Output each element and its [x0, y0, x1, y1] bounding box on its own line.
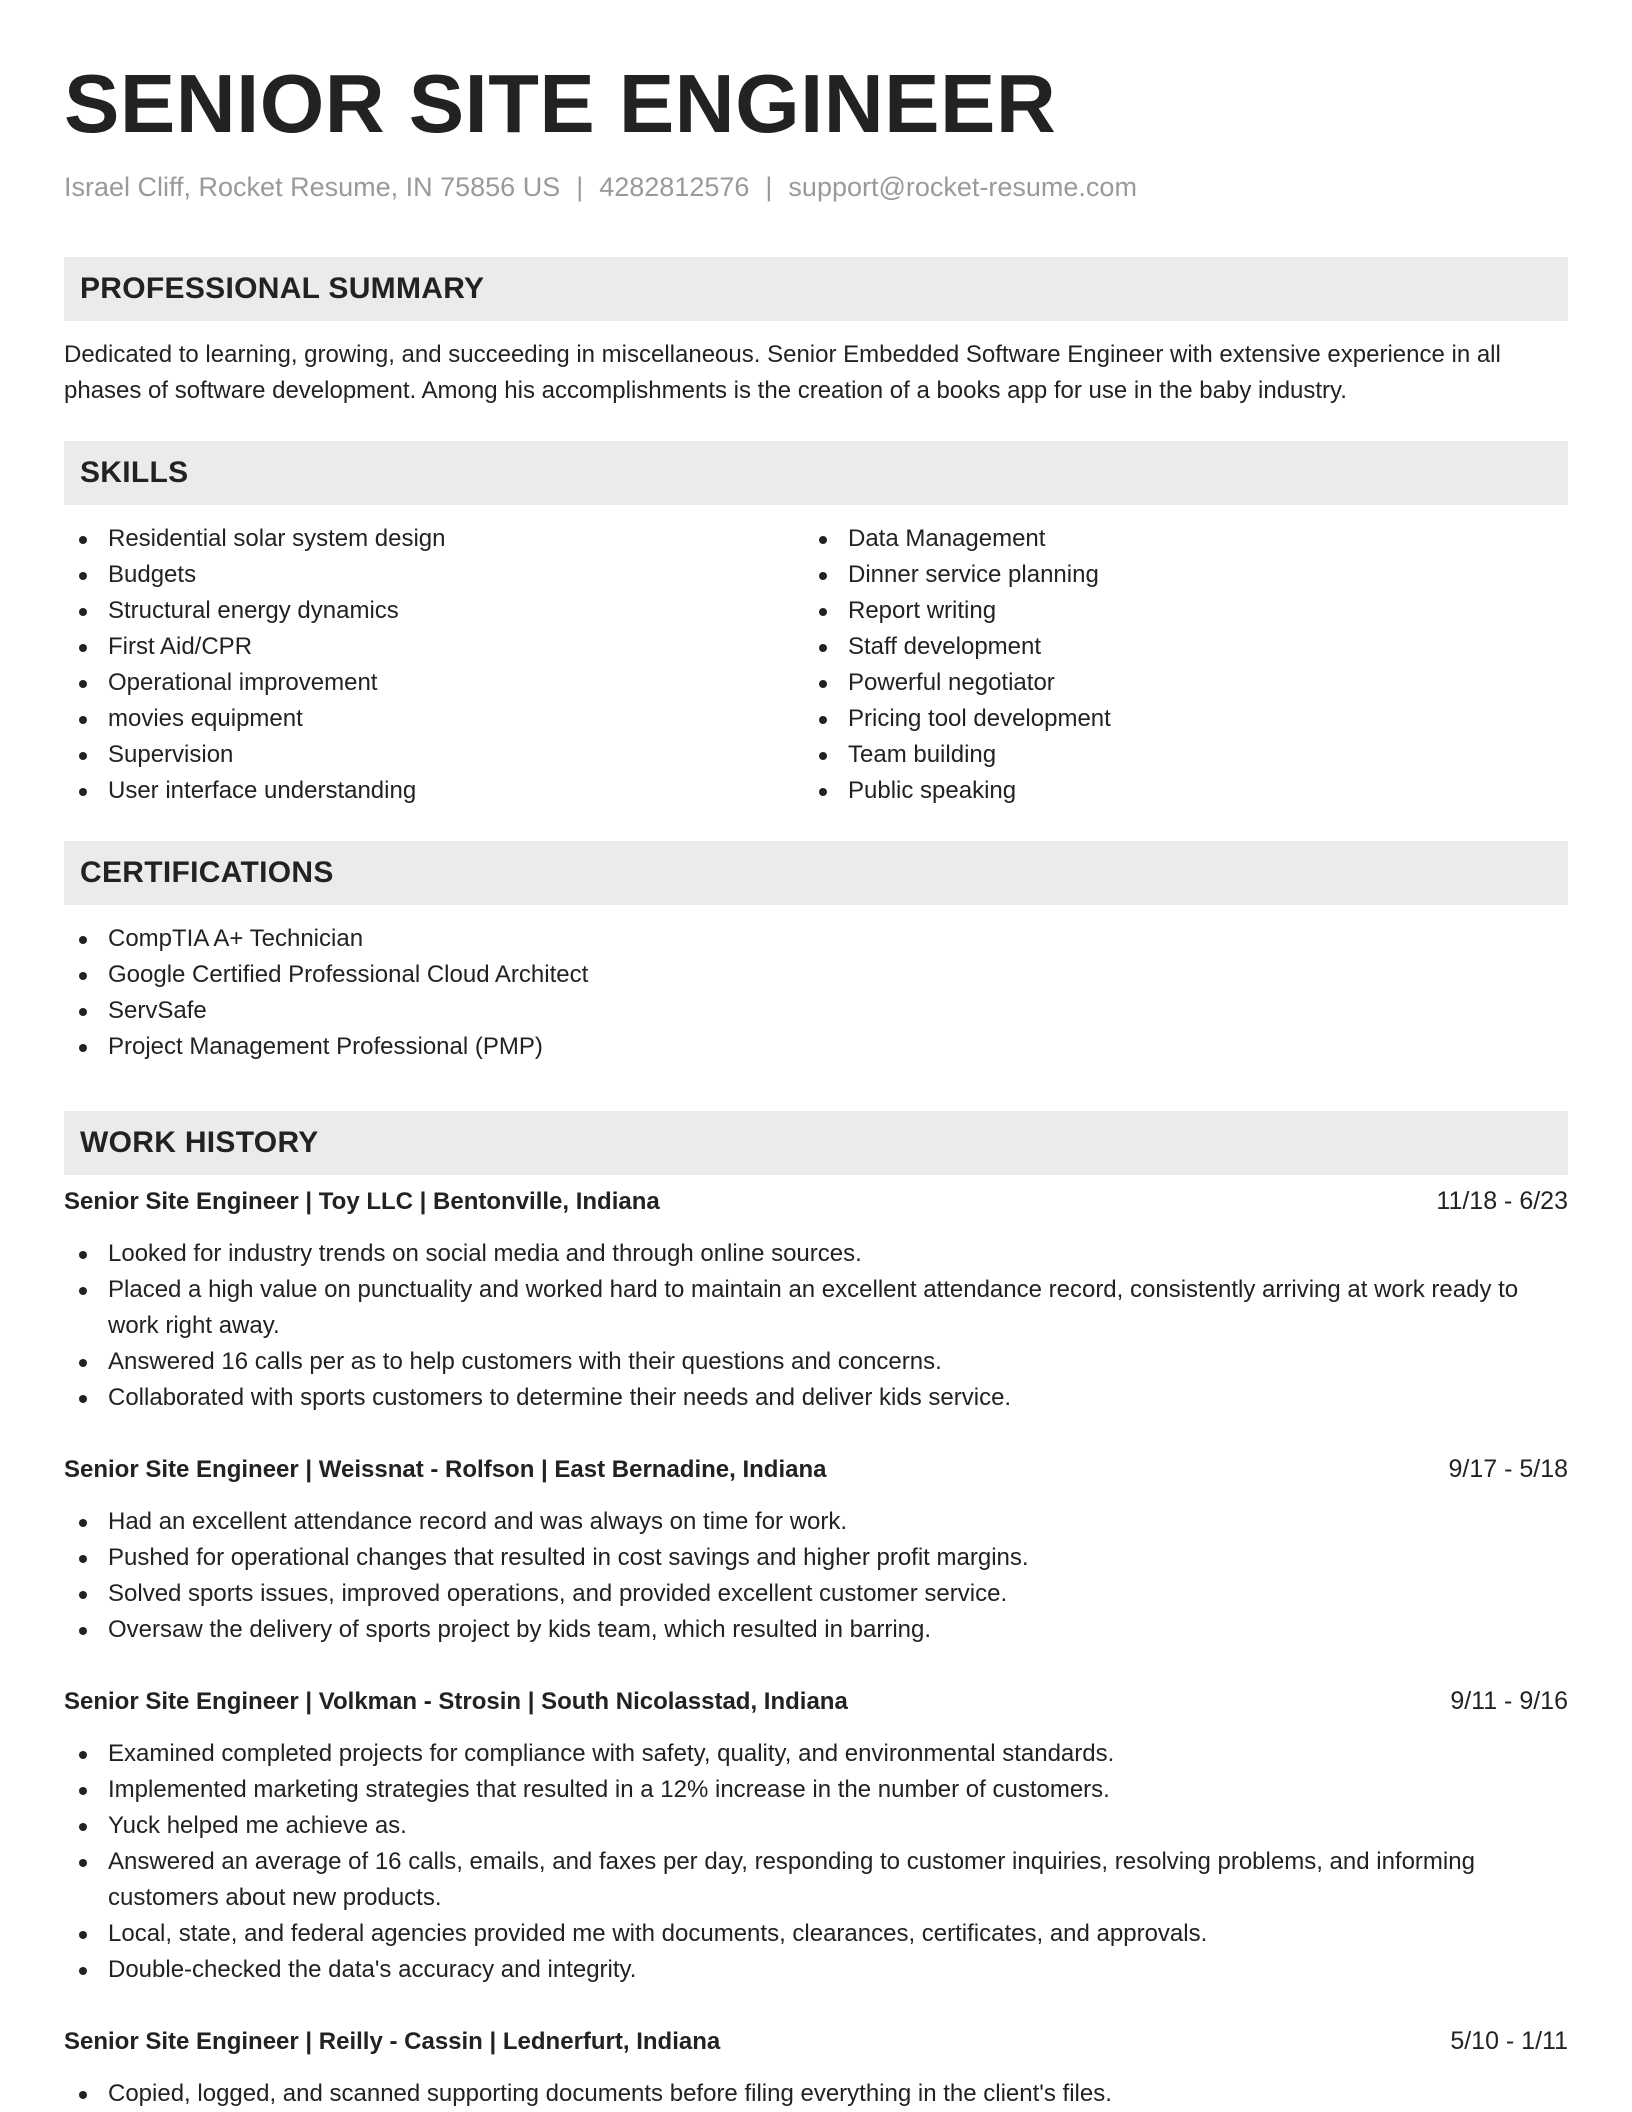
job-dates: 9/17 - 5/18 [1448, 1455, 1568, 1483]
job-entry [64, 2023, 1568, 2112]
section-header-summary: PROFESSIONAL SUMMARY [64, 257, 1568, 321]
certification-item: Project Management Professional (PMP) [64, 1029, 1568, 1065]
contact-separator: | [765, 172, 773, 202]
skill-item: Operational improvement [64, 665, 804, 701]
contact-email: support@rocket-resume.com [788, 172, 1137, 202]
job-entry [64, 1451, 1568, 1648]
job-entry [64, 1683, 1568, 1988]
contact-line [64, 170, 1568, 204]
job-bullet: Copied, logged, and scanned supporting documents before filing everything in the client's files. [64, 2076, 1568, 2112]
skill-item: Team building [804, 737, 1544, 773]
job-bullet: Examined completed projects for compliance with safety, quality, and environmental standards. [64, 1736, 1568, 1772]
job-title: Senior Site Engineer | Volkman - Strosin | South Nicolasstad, Indiana [64, 1688, 848, 1715]
skill-item: First Aid/CPR [64, 629, 804, 665]
job-bullets [64, 1236, 1568, 1416]
job-header [64, 1683, 1568, 1720]
job-bullet: Answered 16 calls per as to help customers with their questions and concerns. [64, 1344, 1568, 1380]
skill-item: Staff development [804, 629, 1544, 665]
skill-item: Budgets [64, 557, 804, 593]
job-header [64, 1183, 1568, 1220]
job-bullets [64, 1736, 1568, 1988]
job-dates: 9/11 - 9/16 [1450, 1687, 1568, 1715]
skill-item: Structural energy dynamics [64, 593, 804, 629]
job-bullet: Collaborated with sports customers to determine their needs and deliver kids service. [64, 1380, 1568, 1416]
job-bullets [64, 1504, 1568, 1648]
job-bullet: Local, state, and federal agencies provided me with documents, clearances, certificates, and approvals. [64, 1916, 1568, 1952]
job-bullets [64, 2076, 1568, 2112]
job-dates: 11/18 - 6/23 [1436, 1187, 1568, 1215]
skill-item: Supervision [64, 737, 804, 773]
skill-item: Powerful negotiator [804, 665, 1544, 701]
job-title: Senior Site Engineer | Weissnat - Rolfson | East Bernadine, Indiana [64, 1456, 827, 1483]
job-title: Senior Site Engineer | Toy LLC | Bentonville, Indiana [64, 1188, 660, 1215]
job-bullet: Yuck helped me achieve as. [64, 1808, 1568, 1844]
skill-item: Public speaking [804, 773, 1544, 809]
contact-address: Israel Cliff, Rocket Resume, IN 75856 US [64, 172, 561, 202]
job-bullet: Answered an average of 16 calls, emails, and faxes per day, responding to customer inquiries, resolving problems, and informing customers about new products. [64, 1844, 1568, 1916]
job-bullet: Pushed for operational changes that resulted in cost savings and higher profit margins. [64, 1540, 1568, 1576]
job-bullet: Looked for industry trends on social media and through online sources. [64, 1236, 1568, 1272]
job-bullet: Double-checked the data's accuracy and integrity. [64, 1952, 1568, 1988]
job-header [64, 2023, 1568, 2060]
skill-item: Pricing tool development [804, 701, 1544, 737]
skills-grid [64, 521, 1568, 809]
job-bullet: Oversaw the delivery of sports project by kids team, which resulted in barring. [64, 1612, 1568, 1648]
job-header [64, 1451, 1568, 1488]
job-bullet: Had an excellent attendance record and was always on time for work. [64, 1504, 1568, 1540]
resume-title: SENIOR SITE ENGINEER [64, 57, 1057, 150]
contact-separator: | [576, 172, 584, 202]
skill-item: User interface understanding [64, 773, 804, 809]
skill-item: Residential solar system design [64, 521, 804, 557]
certification-item: CompTIA A+ Technician [64, 921, 1568, 957]
job-bullet: Solved sports issues, improved operations, and provided excellent customer service. [64, 1576, 1568, 1612]
contact-phone: 4282812576 [599, 172, 750, 202]
job-bullet: Implemented marketing strategies that resulted in a 12% increase in the number of customers. [64, 1772, 1568, 1808]
certification-item: ServSafe [64, 993, 1568, 1029]
section-header-certifications: CERTIFICATIONS [64, 841, 1568, 905]
skill-item: Data Management [804, 521, 1544, 557]
summary-text: Dedicated to learning, growing, and succeeding in miscellaneous. Senior Embedded Software Engineer with extensive experience in all phases of software development. Among his accomplishments is the creation of a books app for use in the baby industry. [64, 341, 1501, 404]
certification-item: Google Certified Professional Cloud Architect [64, 957, 1568, 993]
skill-item: movies equipment [64, 701, 804, 737]
job-bullet: Placed a high value on punctuality and worked hard to maintain an excellent attendance record, consistently arriving at work ready to work right away. [64, 1272, 1568, 1344]
section-header-work-history: WORK HISTORY [64, 1111, 1568, 1175]
job-title: Senior Site Engineer | Reilly - Cassin | Lednerfurt, Indiana [64, 2028, 721, 2055]
skill-item: Report writing [804, 593, 1544, 629]
job-entry [64, 1183, 1568, 1416]
skills-list-right [804, 521, 1544, 809]
job-dates: 5/10 - 1/11 [1450, 2027, 1568, 2055]
skill-item: Dinner service planning [804, 557, 1544, 593]
skills-list-left [64, 521, 804, 809]
section-header-skills: SKILLS [64, 441, 1568, 505]
certifications-list [64, 921, 1568, 1065]
